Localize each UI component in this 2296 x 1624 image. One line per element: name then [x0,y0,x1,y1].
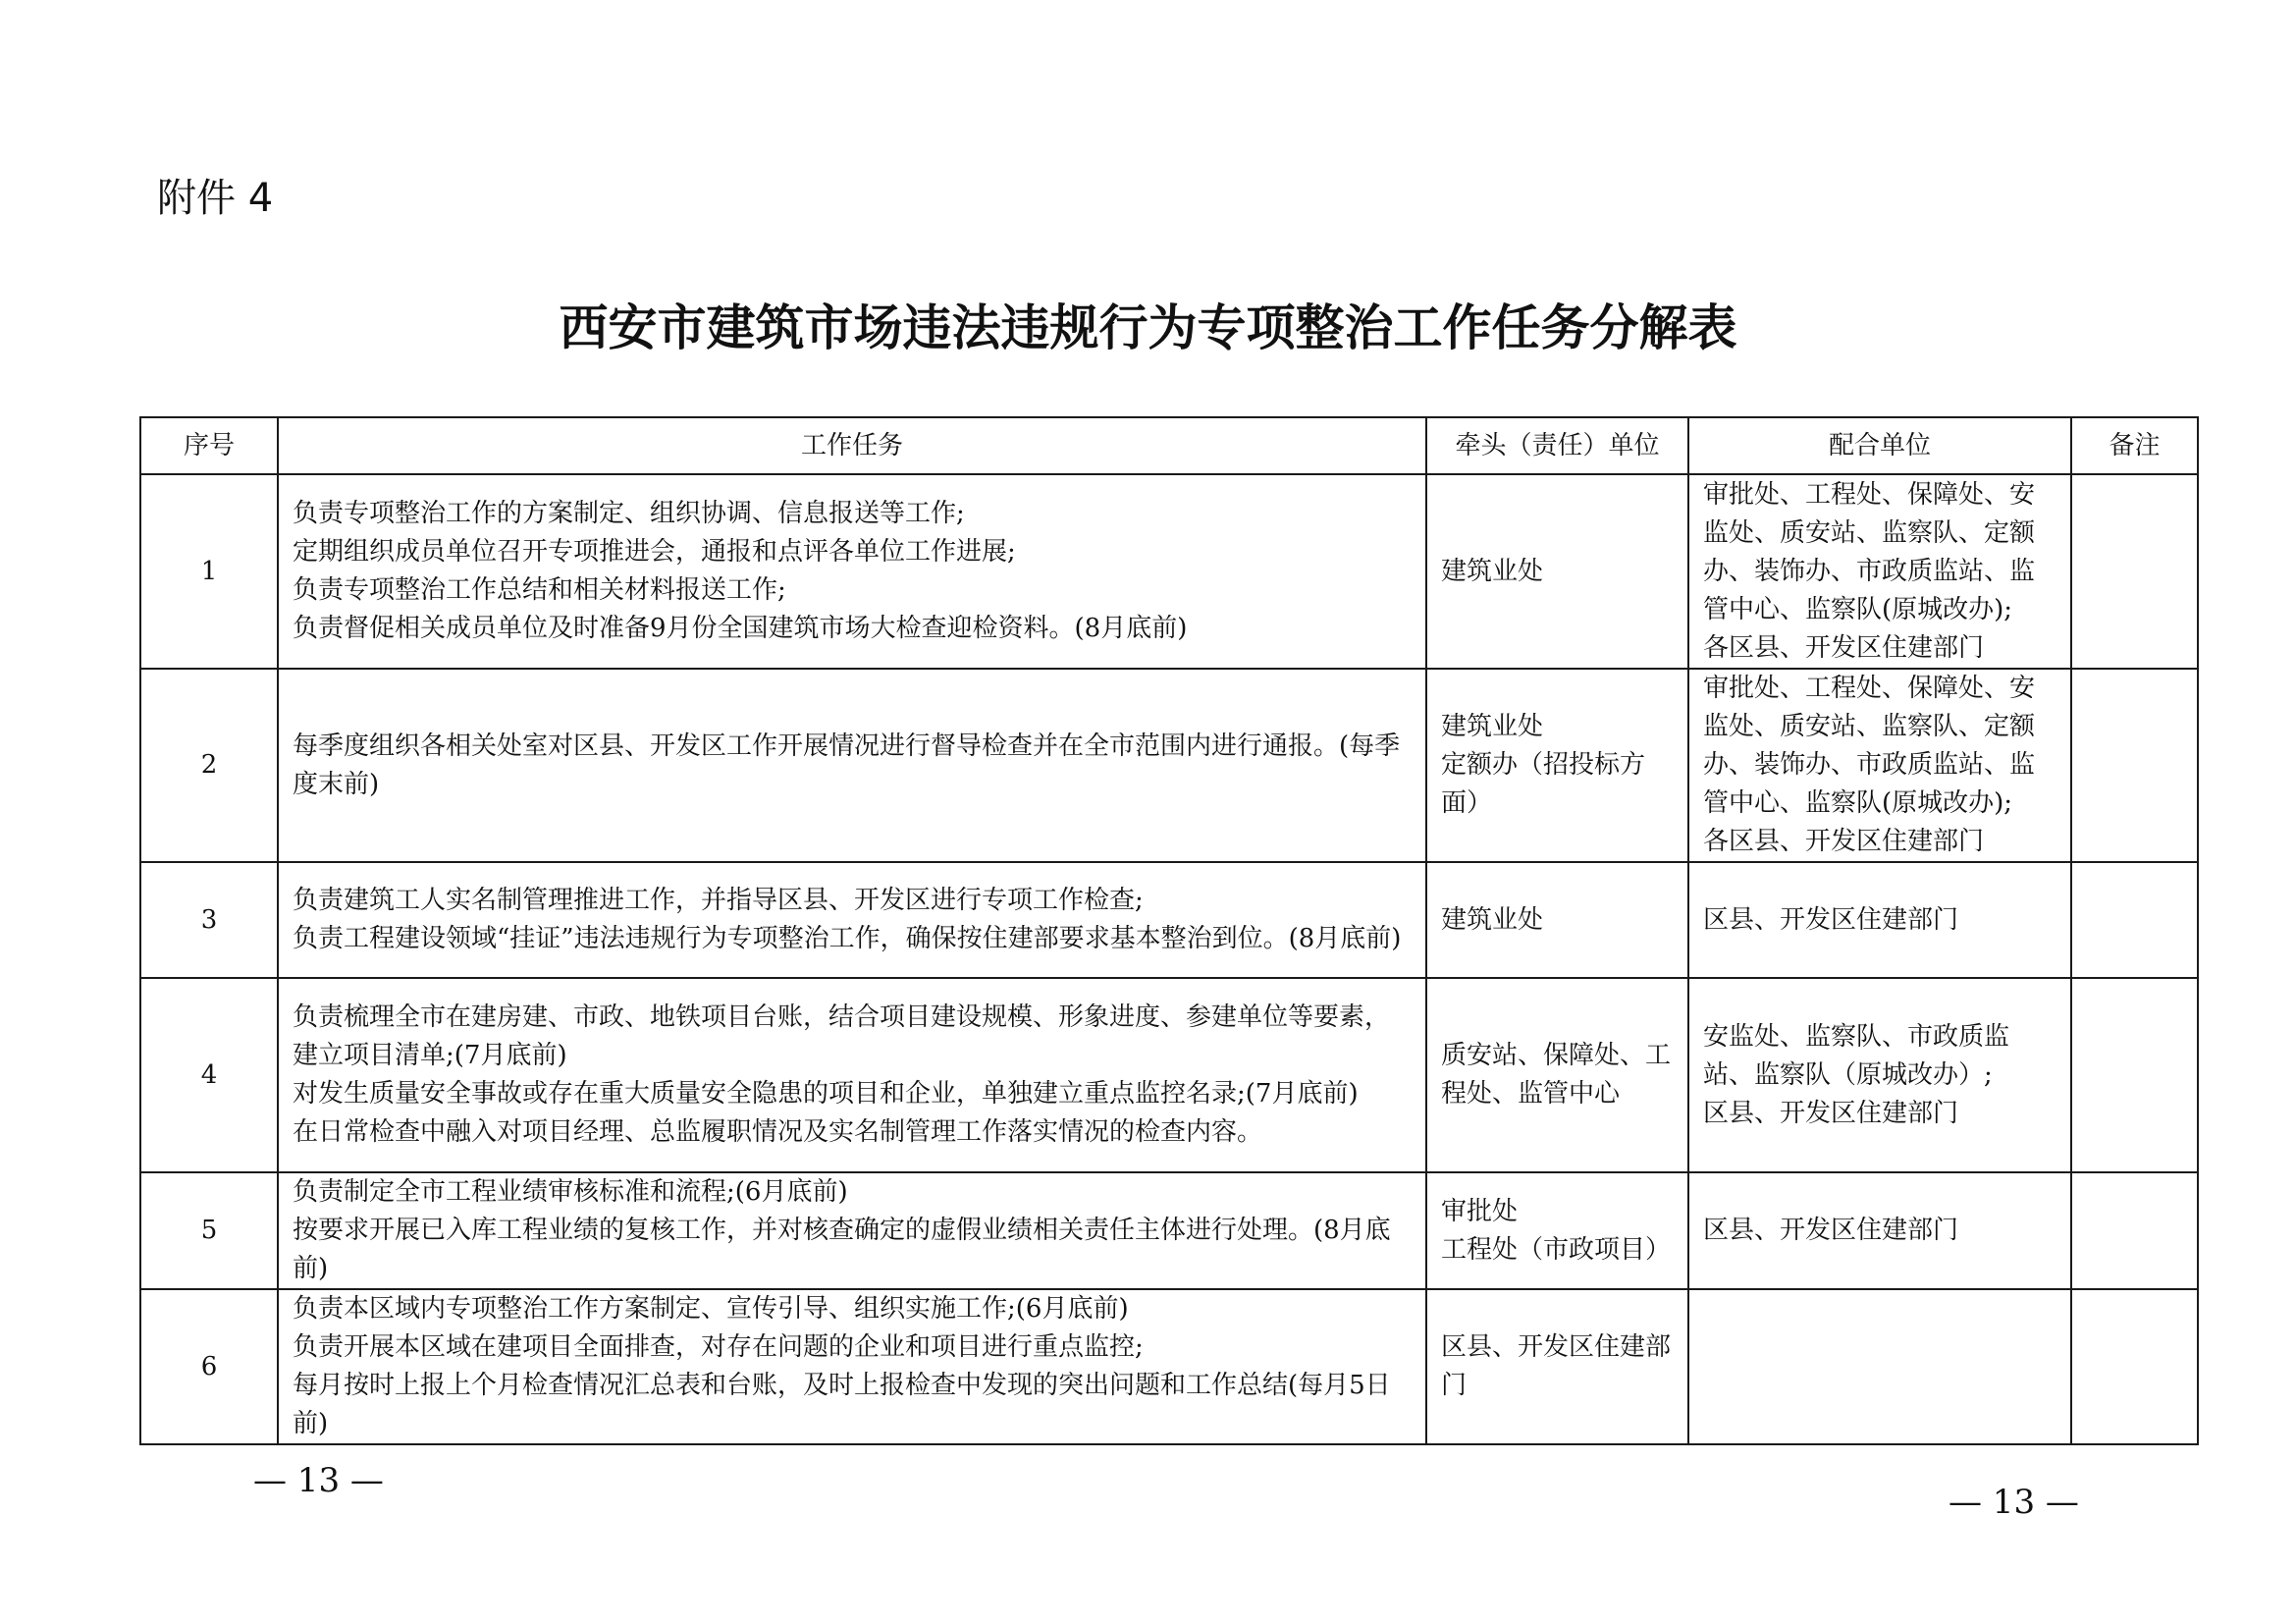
task-line: 负责督促相关成员单位及时准备9月份全国建筑市场大检查迎检资料。(8月底前) [293,614,1188,643]
task-line: 负责制定全市工程业绩审核标准和流程;(6月底前) [293,1177,848,1207]
coop-line: 各区县、开发区住建部门 [1703,632,1985,663]
cell-work-task [278,669,1426,862]
lead-line: 质安站、保障处、工程处、监管中心 [1441,1041,1672,1109]
cell-work-task [278,1289,1426,1444]
task-line: 每季度组织各相关处室对区县、开发区工作开展情况进行督导检查并在全市范围内进行通报。(每季度末前) [293,731,1401,799]
task-line: 负责专项整治工作的方案制定、组织协调、信息报送等工作; [293,499,965,528]
coop-line: 安监处、监察队、市政质监站、监察队（原城改办）; [1703,1021,2010,1090]
lead-line: 工程处（市政项目） [1441,1234,1672,1265]
lead-line: 建筑业处 [1441,712,1544,741]
document-title: 西安市建筑市场违法违规行为专项整治工作任务分解表 [559,298,1737,356]
cell-serial-no: 1 [140,474,278,669]
table-row [140,669,2198,862]
cell-remarks [2071,862,2198,978]
lead-line: 定额办（招投标方面） [1441,750,1646,818]
header-serial-no: 序号 [140,417,278,474]
task-line: 负责本区域内专项整治工作方案制定、宣传引导、组织实施工作;(6月底前) [293,1294,1129,1324]
task-line: 每月按时上报上个月检查情况汇总表和台账，及时上报检查中发现的突出问题和工作总结(每月5日前) [293,1371,1391,1438]
cell-remarks [2071,669,2198,862]
header-work-task: 工作任务 [278,417,1426,474]
cell-serial-no: 4 [140,978,278,1172]
coop-line: 区县、开发区住建部门 [1703,1098,1959,1128]
coop-line: 各区县、开发区住建部门 [1703,827,1985,856]
task-line: 负责工程建设领域“挂证”违法违规行为专项整治工作，确保按住建部要求基本整治到位。(8月底前) [293,924,1402,953]
table-row [140,862,2198,978]
lead-line: 建筑业处 [1441,904,1544,935]
cell-cooperating-unit [1688,978,2071,1172]
table-row [140,1289,2198,1444]
cell-lead-unit [1426,978,1688,1172]
table-row [140,474,2198,669]
task-line: 负责开展本区域在建项目全面排查，对存在问题的企业和项目进行重点监控; [293,1332,1144,1362]
attachment-label: 附件 4 [157,176,274,221]
cell-serial-no: 3 [140,862,278,978]
task-line: 在日常检查中融入对项目经理、总监履职情况及实名制管理工作落实情况的检查内容。 [293,1117,1263,1147]
cell-remarks [2071,978,2198,1172]
table-row [140,1172,2198,1289]
lead-line: 建筑业处 [1441,556,1544,586]
cell-cooperating-unit [1688,669,2071,862]
table-header-row [140,417,2198,474]
cell-work-task [278,862,1426,978]
cell-serial-no: 6 [140,1289,278,1444]
cell-lead-unit [1426,474,1688,669]
header-lead-unit: 牵头（责任）单位 [1426,417,1688,474]
cell-cooperating-unit [1688,474,2071,669]
coop-line: 区县、开发区住建部门 [1703,904,1959,935]
cell-work-task [278,978,1426,1172]
cell-work-task [278,1172,1426,1289]
cell-cooperating-unit [1688,1172,2071,1289]
page-number-left: — 13 — [253,1461,384,1500]
header-cooperating-unit: 配合单位 [1688,417,2071,474]
task-line: 负责梳理全市在建房建、市政、地铁项目台账，结合项目建设规模、形象进度、参建单位等要素，建立项目清单;(7月底前) [293,1002,1391,1070]
coop-line: 审批处、工程处、保障处、安监处、质安站、监察队、定额办、装饰办、市政质监站、监管中心、监察队(原城改办); [1703,674,2036,818]
lead-line: 区县、开发区住建部门 [1441,1332,1672,1400]
task-line: 负责专项整治工作总结和相关材料报送工作; [293,575,786,605]
task-line: 对发生质量安全事故或存在重大质量安全隐患的项目和企业，单独建立重点监控名录;(7月底前) [293,1079,1359,1109]
coop-line: 审批处、工程处、保障处、安监处、质安站、监察队、定额办、装饰办、市政质监站、监管中心、监察队(原城改办); [1703,479,2036,624]
cell-remarks [2071,474,2198,669]
cell-work-task [278,474,1426,669]
cell-lead-unit [1426,669,1688,862]
task-line: 负责建筑工人实名制管理推进工作，并指导区县、开发区进行专项工作检查; [293,886,1144,915]
lead-line: 审批处 [1441,1196,1519,1226]
cell-cooperating-unit [1688,1289,2071,1444]
cell-lead-unit [1426,862,1688,978]
cell-remarks [2071,1289,2198,1444]
header-remarks: 备注 [2071,417,2198,474]
task-line: 定期组织成员单位召开专项推进会，通报和点评各单位工作进展; [293,537,1016,567]
cell-serial-no: 2 [140,669,278,862]
cell-lead-unit [1426,1172,1688,1289]
task-line: 按要求开展已入库工程业绩的复核工作，并对核查确定的虚假业绩相关责任主体进行处理。(8月底前) [293,1216,1391,1283]
cell-serial-no: 5 [140,1172,278,1289]
cell-cooperating-unit [1688,862,2071,978]
coop-line: 区县、开发区住建部门 [1703,1216,1959,1245]
task-breakdown-table [139,416,2199,1445]
table-row [140,978,2198,1172]
cell-lead-unit [1426,1289,1688,1444]
cell-remarks [2071,1172,2198,1289]
page-number-right: — 13 — [1949,1483,2079,1522]
